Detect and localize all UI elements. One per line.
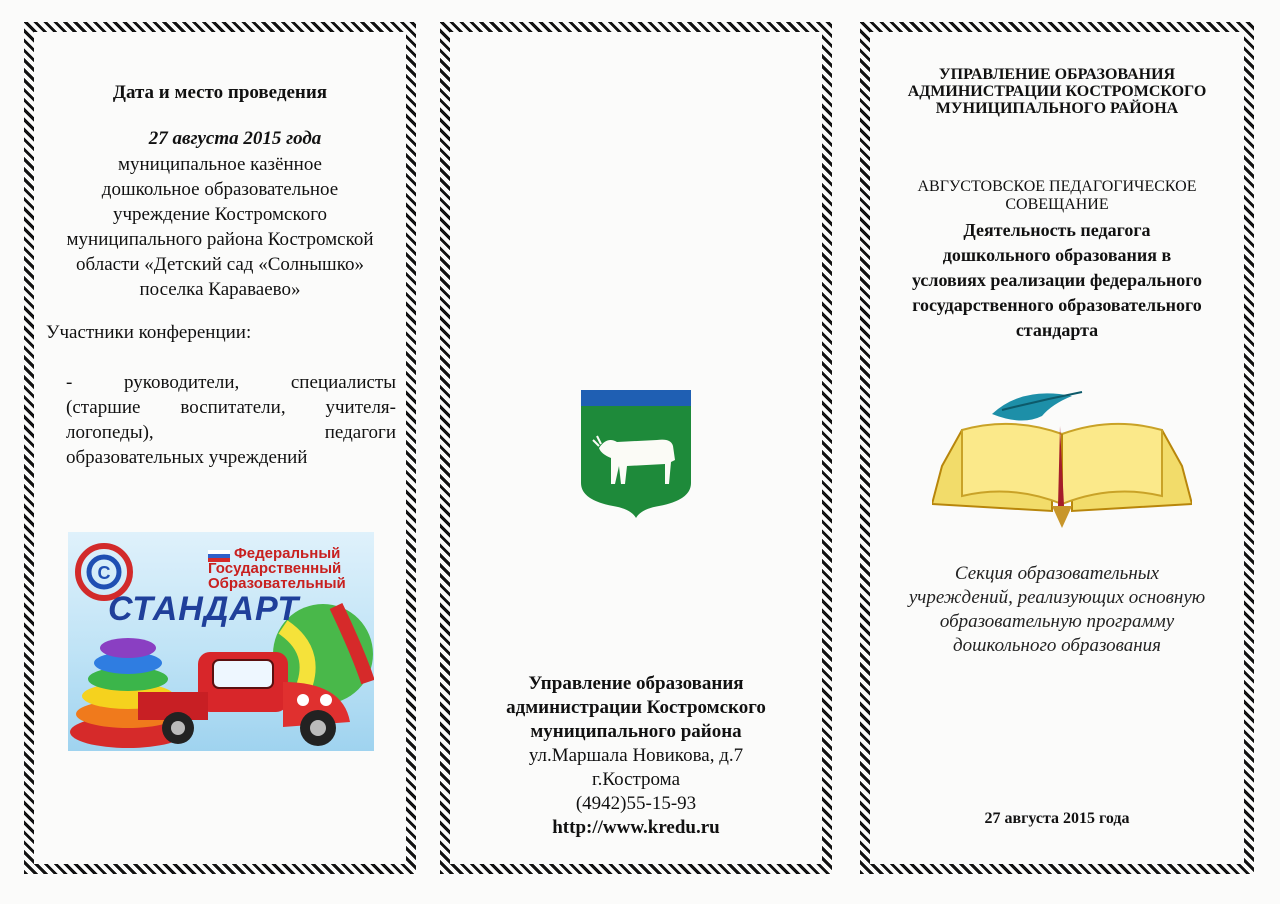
participants-list: - руководители, специалисты (старшие воспитатели, учителя- логопеды), педагоги образовательных учреждений	[66, 372, 396, 468]
svg-text:C: C	[97, 563, 111, 583]
event-date: 27 августа 2015 года	[148, 128, 322, 149]
address: ул.Маршала Новикова, д.7	[528, 745, 744, 766]
fgos-line1: Федеральный	[234, 545, 341, 562]
venue: муниципальное казённое дошкольное образовательное учреждение Костромского муниципального района Костромской области «Детский сад «Солнышко» поселка Караваево»	[66, 154, 374, 300]
coat-of-arms	[579, 388, 693, 520]
event-name: АВГУСТОВСКОЕ ПЕДАГОГИЧЕСКОЕ СОВЕЩАНИЕ	[917, 178, 1197, 213]
fgos-line3: Образовательный	[208, 575, 346, 592]
main-title: Деятельность педагога дошкольного образования в условиях реализации федерального государственного образовательного стандарта	[911, 220, 1203, 340]
left-panel	[24, 22, 416, 874]
org-name: Управление образования администрации Костромского муниципального района	[506, 673, 766, 742]
fgos-line2: Государственный	[208, 560, 342, 577]
fgos-word: СТАНДАРТ	[108, 590, 300, 628]
date-place-heading: Дата и место проведения	[112, 82, 328, 103]
footer-date: 27 августа 2015 года	[984, 810, 1130, 827]
open-book-with-quill	[932, 386, 1192, 536]
right-panel	[860, 22, 1254, 874]
phone: (4942)55-15-93	[575, 793, 697, 814]
city: г.Кострома	[591, 769, 681, 790]
website-link[interactable]: http://www.kredu.ru	[552, 817, 720, 838]
org-header: УПРАВЛЕНИЕ ОБРАЗОВАНИЯ АДМИНИСТРАЦИИ КОСТРОМСКОГО МУНИЦИПАЛЬНОГО РАЙОНА	[907, 66, 1207, 117]
middle-panel	[440, 22, 832, 874]
section-name: Секция образовательных учреждений, реализующих основную образовательную программу дошкольного образования	[908, 563, 1206, 656]
contacts	[450, 744, 822, 840]
fgos-standard-image	[68, 532, 374, 751]
participants-label: Участники конференции:	[46, 322, 252, 343]
